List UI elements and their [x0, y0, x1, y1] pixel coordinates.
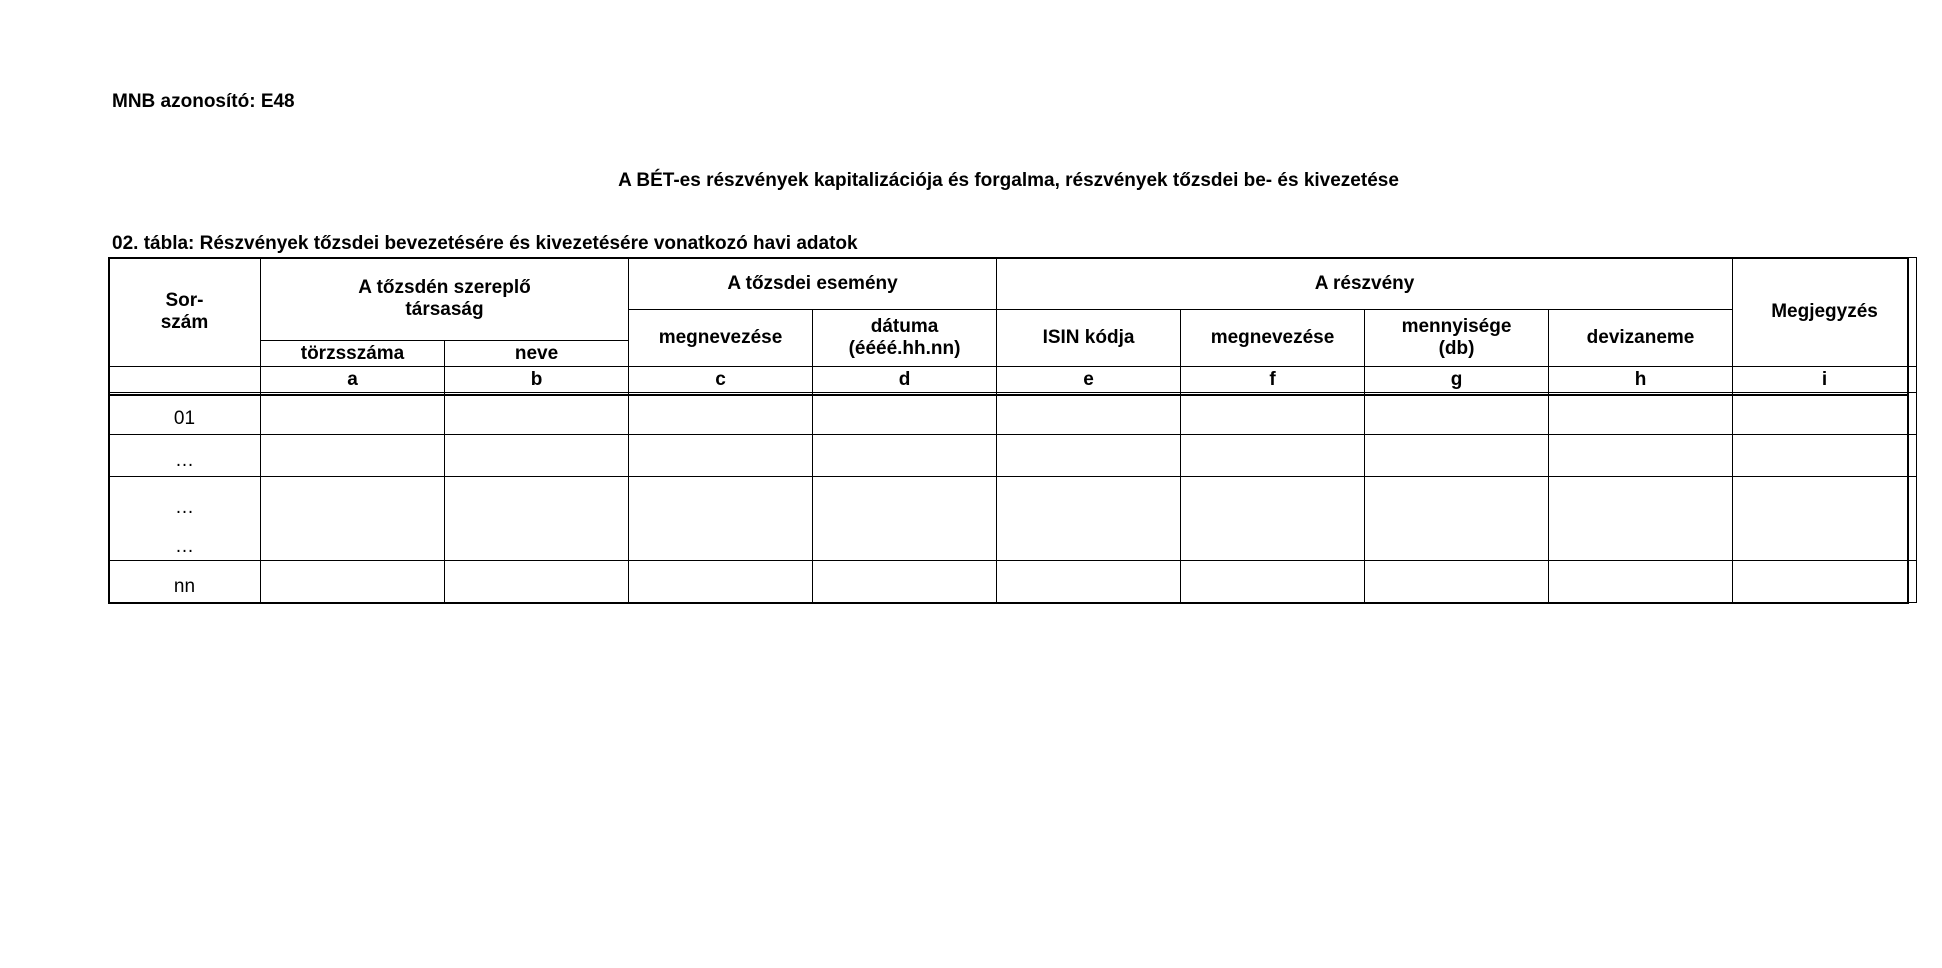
header-group-share: A részvény — [997, 258, 1733, 310]
table-row — [109, 477, 1917, 561]
table-row — [109, 561, 1917, 603]
data-table — [108, 257, 1917, 603]
mnb-identifier: MNB azonosító: E48 — [112, 91, 295, 112]
header-currency: devizaneme — [1549, 310, 1733, 367]
row-ellipsis: … — [175, 497, 194, 518]
row-number: 01 — [109, 393, 261, 435]
column-code: a — [261, 367, 445, 393]
table-row — [109, 393, 1917, 435]
column-code: g — [1365, 367, 1549, 393]
column-code: h — [1549, 367, 1733, 393]
header-row-number: Sor- szám — [109, 258, 261, 367]
page-title: A BÉT-es részvények kapitalizációja és forgalma, részvények tőzsdei be- és kivezetése — [618, 170, 1399, 191]
column-code: e — [997, 367, 1181, 393]
row-number: nn — [109, 561, 261, 603]
table-row — [109, 435, 1917, 477]
header-company-name: neve — [445, 341, 629, 367]
header-event-name: megnevezése — [629, 310, 813, 367]
header-note: Megjegyzés — [1733, 258, 1917, 367]
column-code: d — [813, 367, 997, 393]
header-share-name: megnevezése — [1181, 310, 1365, 367]
header-group-event: A tőzsdei esemény — [629, 258, 997, 310]
row-number: … — [109, 435, 261, 477]
column-code: i — [1733, 367, 1917, 393]
column-code: c — [629, 367, 813, 393]
header-registration-number: törzsszáma — [261, 341, 445, 367]
table-caption: 02. tábla: Részvények tőzsdei bevezetésére és kivezetésére vonatkozó havi adatok — [112, 233, 858, 254]
column-code: f — [1181, 367, 1365, 393]
header-event-date: dátuma (éééé.hh.nn) — [813, 310, 997, 367]
header-isin: ISIN kódja — [997, 310, 1181, 367]
header-group-company: A tőzsdén szereplő társaság — [261, 258, 629, 341]
row-number — [109, 477, 261, 561]
column-code: b — [445, 367, 629, 393]
header-quantity: mennyisége (db) — [1365, 310, 1549, 367]
row-ellipsis: … — [175, 536, 194, 557]
